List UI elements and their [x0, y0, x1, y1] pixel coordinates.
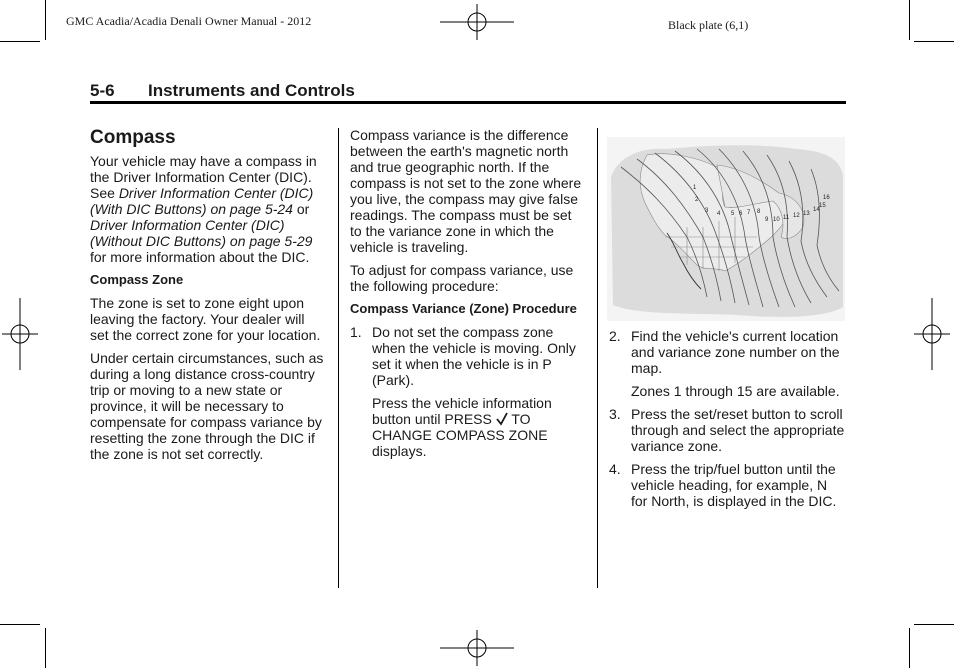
procedure-heading: Compass Variance (Zone) Procedure: [350, 301, 577, 316]
zone-label: 2: [695, 197, 699, 203]
zone-label: 11: [783, 215, 790, 221]
crop-mark: [914, 41, 954, 42]
column-divider: [597, 128, 598, 588]
zone-label: 14: [813, 207, 820, 213]
zone-label: 5: [731, 211, 735, 217]
plate-label: Black plate (6,1): [668, 18, 749, 32]
zone-label: 9: [765, 217, 769, 223]
zone-label: 4: [717, 211, 721, 217]
step-subtext: Zones 1 through 15 are available.: [631, 383, 840, 399]
column-divider: [338, 128, 339, 588]
registration-mark-icon: [2, 298, 38, 370]
zone-label: 12: [793, 213, 800, 219]
zone-paragraph-2: Under certain circumstances, such as during a long distance cross-country trip or moving to a new state or province, it will be necessary to compensate for compass variance by resetting the zone through the DIC if the zone is not set correctly.: [90, 350, 324, 462]
manual-title: GMC Acadia/Acadia Denali Owner Manual - 2012: [66, 14, 312, 28]
step-2: [609, 328, 845, 399]
zone-label: 10: [773, 217, 780, 223]
step-1: [350, 324, 586, 459]
zone-label: 3: [705, 208, 709, 214]
step-number: 3.: [609, 406, 621, 422]
crop-mark: [914, 624, 954, 625]
dic-buttons-link[interactable]: Driver Information Center (DIC) (With DIC Buttons) on page 5-24: [90, 185, 314, 217]
zone-label: 16: [823, 195, 830, 201]
zone-label: 13: [803, 211, 810, 217]
zone-label: 6: [739, 211, 743, 217]
crop-mark: [0, 41, 40, 42]
compass-zone-heading: Compass Zone: [90, 272, 184, 287]
step-text: Press the trip/fuel button until the vehicle heading, for example, N for North, is displayed in the DIC.: [631, 461, 837, 509]
variance-paragraph: Compass variance is the difference between the earth's magnetic north and true geographic north. If the compass is not set to the zone where you live, the compass may give false readings. The compass must be set to the variance zone in which the vehicle is traveling.: [350, 127, 582, 255]
intro-paragraph: Your vehicle may have a compass in the Driver Information Center (DIC). See Driver Information Center (DIC) (With DIC Buttons) on page 5-24 or Driver Information Center (DIC) (Without DIC Buttons) on page 5-29 for more information about the DIC.: [90, 153, 317, 265]
section-title: Instruments and Controls: [148, 81, 355, 100]
variance-zone-map: [607, 137, 845, 321]
column-2: [350, 127, 586, 466]
zone-label: 15: [819, 203, 826, 209]
step-text: Find the vehicle's current location and variance zone number on the map.: [631, 328, 840, 376]
zone-label: 1: [693, 185, 697, 191]
page-heading: Compass: [90, 127, 176, 148]
step-text: Press the set/reset button to scroll through and select the appropriate variance zone.: [631, 406, 845, 454]
zone-label: 7: [747, 210, 751, 216]
crop-mark: [45, 628, 46, 668]
dic-no-buttons-link[interactable]: Driver Information Center (DIC) (Without DIC Buttons) on page 5-29: [90, 217, 313, 249]
registration-mark-icon: [440, 4, 514, 40]
step-text: Do not set the compass zone when the vehicle is moving. Only set it when the vehicle is in P (Park).: [372, 324, 576, 388]
step-3: [609, 406, 845, 454]
registration-mark-icon: [914, 298, 950, 370]
step-4: [609, 461, 845, 509]
step-number: 2.: [609, 328, 621, 344]
column-3: [609, 328, 845, 516]
registration-mark-icon: [440, 630, 514, 666]
column-1: [90, 127, 326, 469]
section-rule: [90, 101, 846, 104]
step-subtext: Press the vehicle information button until PRESS TO CHANGE COMPASS ZONE displays.: [372, 395, 552, 459]
section-header: [90, 81, 355, 101]
checkmark-icon: [496, 412, 508, 426]
step-number: 1.: [350, 324, 362, 340]
zone-paragraph-1: The zone is set to zone eight upon leaving the factory. Your dealer will set the correct zone for your location.: [90, 295, 321, 343]
zone-label: 8: [757, 209, 761, 215]
step-number: 4.: [609, 461, 621, 477]
crop-mark: [45, 0, 46, 40]
section-number: 5-6: [90, 81, 115, 100]
adjust-paragraph: To adjust for compass variance, use the following procedure:: [350, 262, 574, 294]
crop-mark: [909, 0, 910, 40]
crop-mark: [0, 624, 40, 625]
crop-mark: [909, 628, 910, 668]
